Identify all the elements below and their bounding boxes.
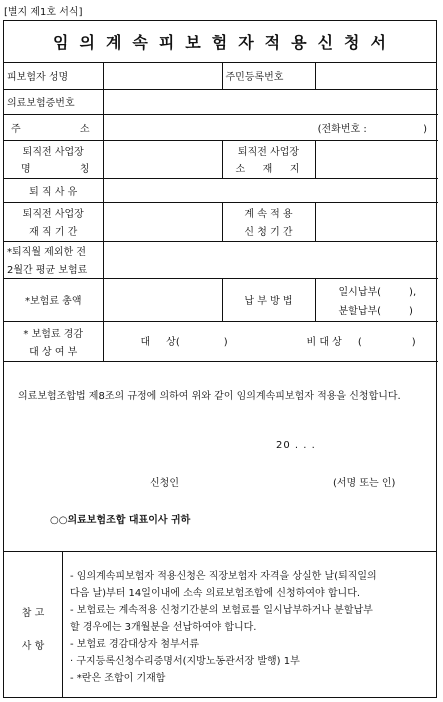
row-workplace [4, 140, 438, 178]
application-statement: 의료보험조합법 제8조의 규정에 의하여 위와 같이 임의계속피보험자 적용을 신청합니다. [18, 391, 401, 402]
form-number-label: [별지 제1호 서식] [4, 7, 83, 18]
tenure-field[interactable] [103, 202, 222, 241]
row-address [4, 114, 438, 140]
resident-number-label: 주민등록번호 [222, 63, 315, 89]
application-form [3, 20, 437, 698]
notes-section [4, 552, 436, 697]
note-line: - 임의계속피보험자 적용신청은 직장보험자 자격을 상실한 날(퇴직일의 [70, 571, 377, 582]
payment-method-field [315, 278, 438, 321]
note-line: 할 경우에는 3개월분을 선납하여야 합니다. [70, 622, 257, 633]
premium-total-field[interactable] [103, 278, 222, 321]
target-option[interactable]: 대 상( ) [140, 337, 228, 348]
period-field[interactable] [315, 202, 438, 241]
notes-list [70, 568, 432, 687]
workplace-address-label: 퇴직전 사업장 소 재 지 [222, 140, 315, 178]
workplace-name-label: 퇴직전 사업장 명 칭 [4, 140, 103, 178]
row-name [4, 63, 438, 89]
form-title: 임의계속피보험자적용신청서 [4, 21, 436, 63]
notes-heading: 참 고 사 항 [4, 552, 63, 697]
installment-option[interactable]: 분할납부( ) [338, 305, 413, 317]
row-premium [4, 241, 438, 278]
phone-label: (전화번호 : [317, 123, 367, 135]
retire-reason-label: 퇴 직 사 유 [4, 178, 103, 202]
row-card [4, 89, 438, 114]
insured-name-label: 피보험자 성명 [4, 63, 103, 89]
lump-sum-option[interactable]: 일시납부( ), [338, 286, 417, 298]
period-label: 계 속 적 용 신 청 기 간 [222, 202, 315, 241]
note-line: - 보험료는 계속적용 신청기간분의 보험료를 일시납부하거나 분할납부 [70, 605, 373, 616]
non-target-option[interactable]: 비 대 상 ( ) [306, 337, 416, 348]
application-date[interactable]: 20 . . . [276, 440, 316, 451]
note-line: - 보험료 경감대상자 첨부서류 [70, 639, 200, 650]
payment-method-label: 납 부 방 법 [222, 278, 315, 321]
reduction-field [103, 321, 438, 361]
workplace-address-field[interactable] [315, 140, 438, 178]
address-field[interactable]: (전화번호 : ) [103, 114, 438, 140]
row-retire-reason [4, 178, 438, 202]
average-premium-field[interactable] [103, 241, 438, 278]
address-label: 주 소 [4, 114, 103, 140]
premium-total-label: *보험료 총액 [4, 278, 103, 321]
card-number-field[interactable] [103, 89, 438, 114]
row-reduction [4, 321, 438, 361]
addressee: ○○의료보험조합 대표이사 귀하 [50, 515, 191, 526]
application-statement-section [4, 372, 436, 552]
row-tenure [4, 202, 438, 241]
note-line: 다음 날)부터 14일이내에 소속 의료보험조합에 신청하여야 합니다. [70, 588, 361, 599]
tenure-label: 퇴직전 사업장 재 직 기 간 [4, 202, 103, 241]
form-table [4, 63, 438, 362]
reduction-label: * 보험료 경감 대 상 여 부 [4, 321, 103, 361]
note-line: - *란은 조합이 기재함 [70, 673, 166, 684]
signature-label[interactable]: (서명 또는 인) [333, 478, 396, 489]
workplace-name-field[interactable] [103, 140, 222, 178]
average-premium-label: *퇴직월 제외한 전 2월간 평균 보험료 [4, 241, 103, 278]
card-number-label: 의료보험증번호 [4, 89, 103, 114]
insured-name-field[interactable] [103, 63, 222, 89]
retire-reason-field[interactable] [103, 178, 438, 202]
applicant-label: 신청인 [150, 478, 179, 489]
note-line: · 구지등록신청수리증명서(지방노동관서장 발행) 1부 [70, 656, 300, 667]
row-total [4, 278, 438, 321]
resident-number-field[interactable] [315, 63, 438, 89]
